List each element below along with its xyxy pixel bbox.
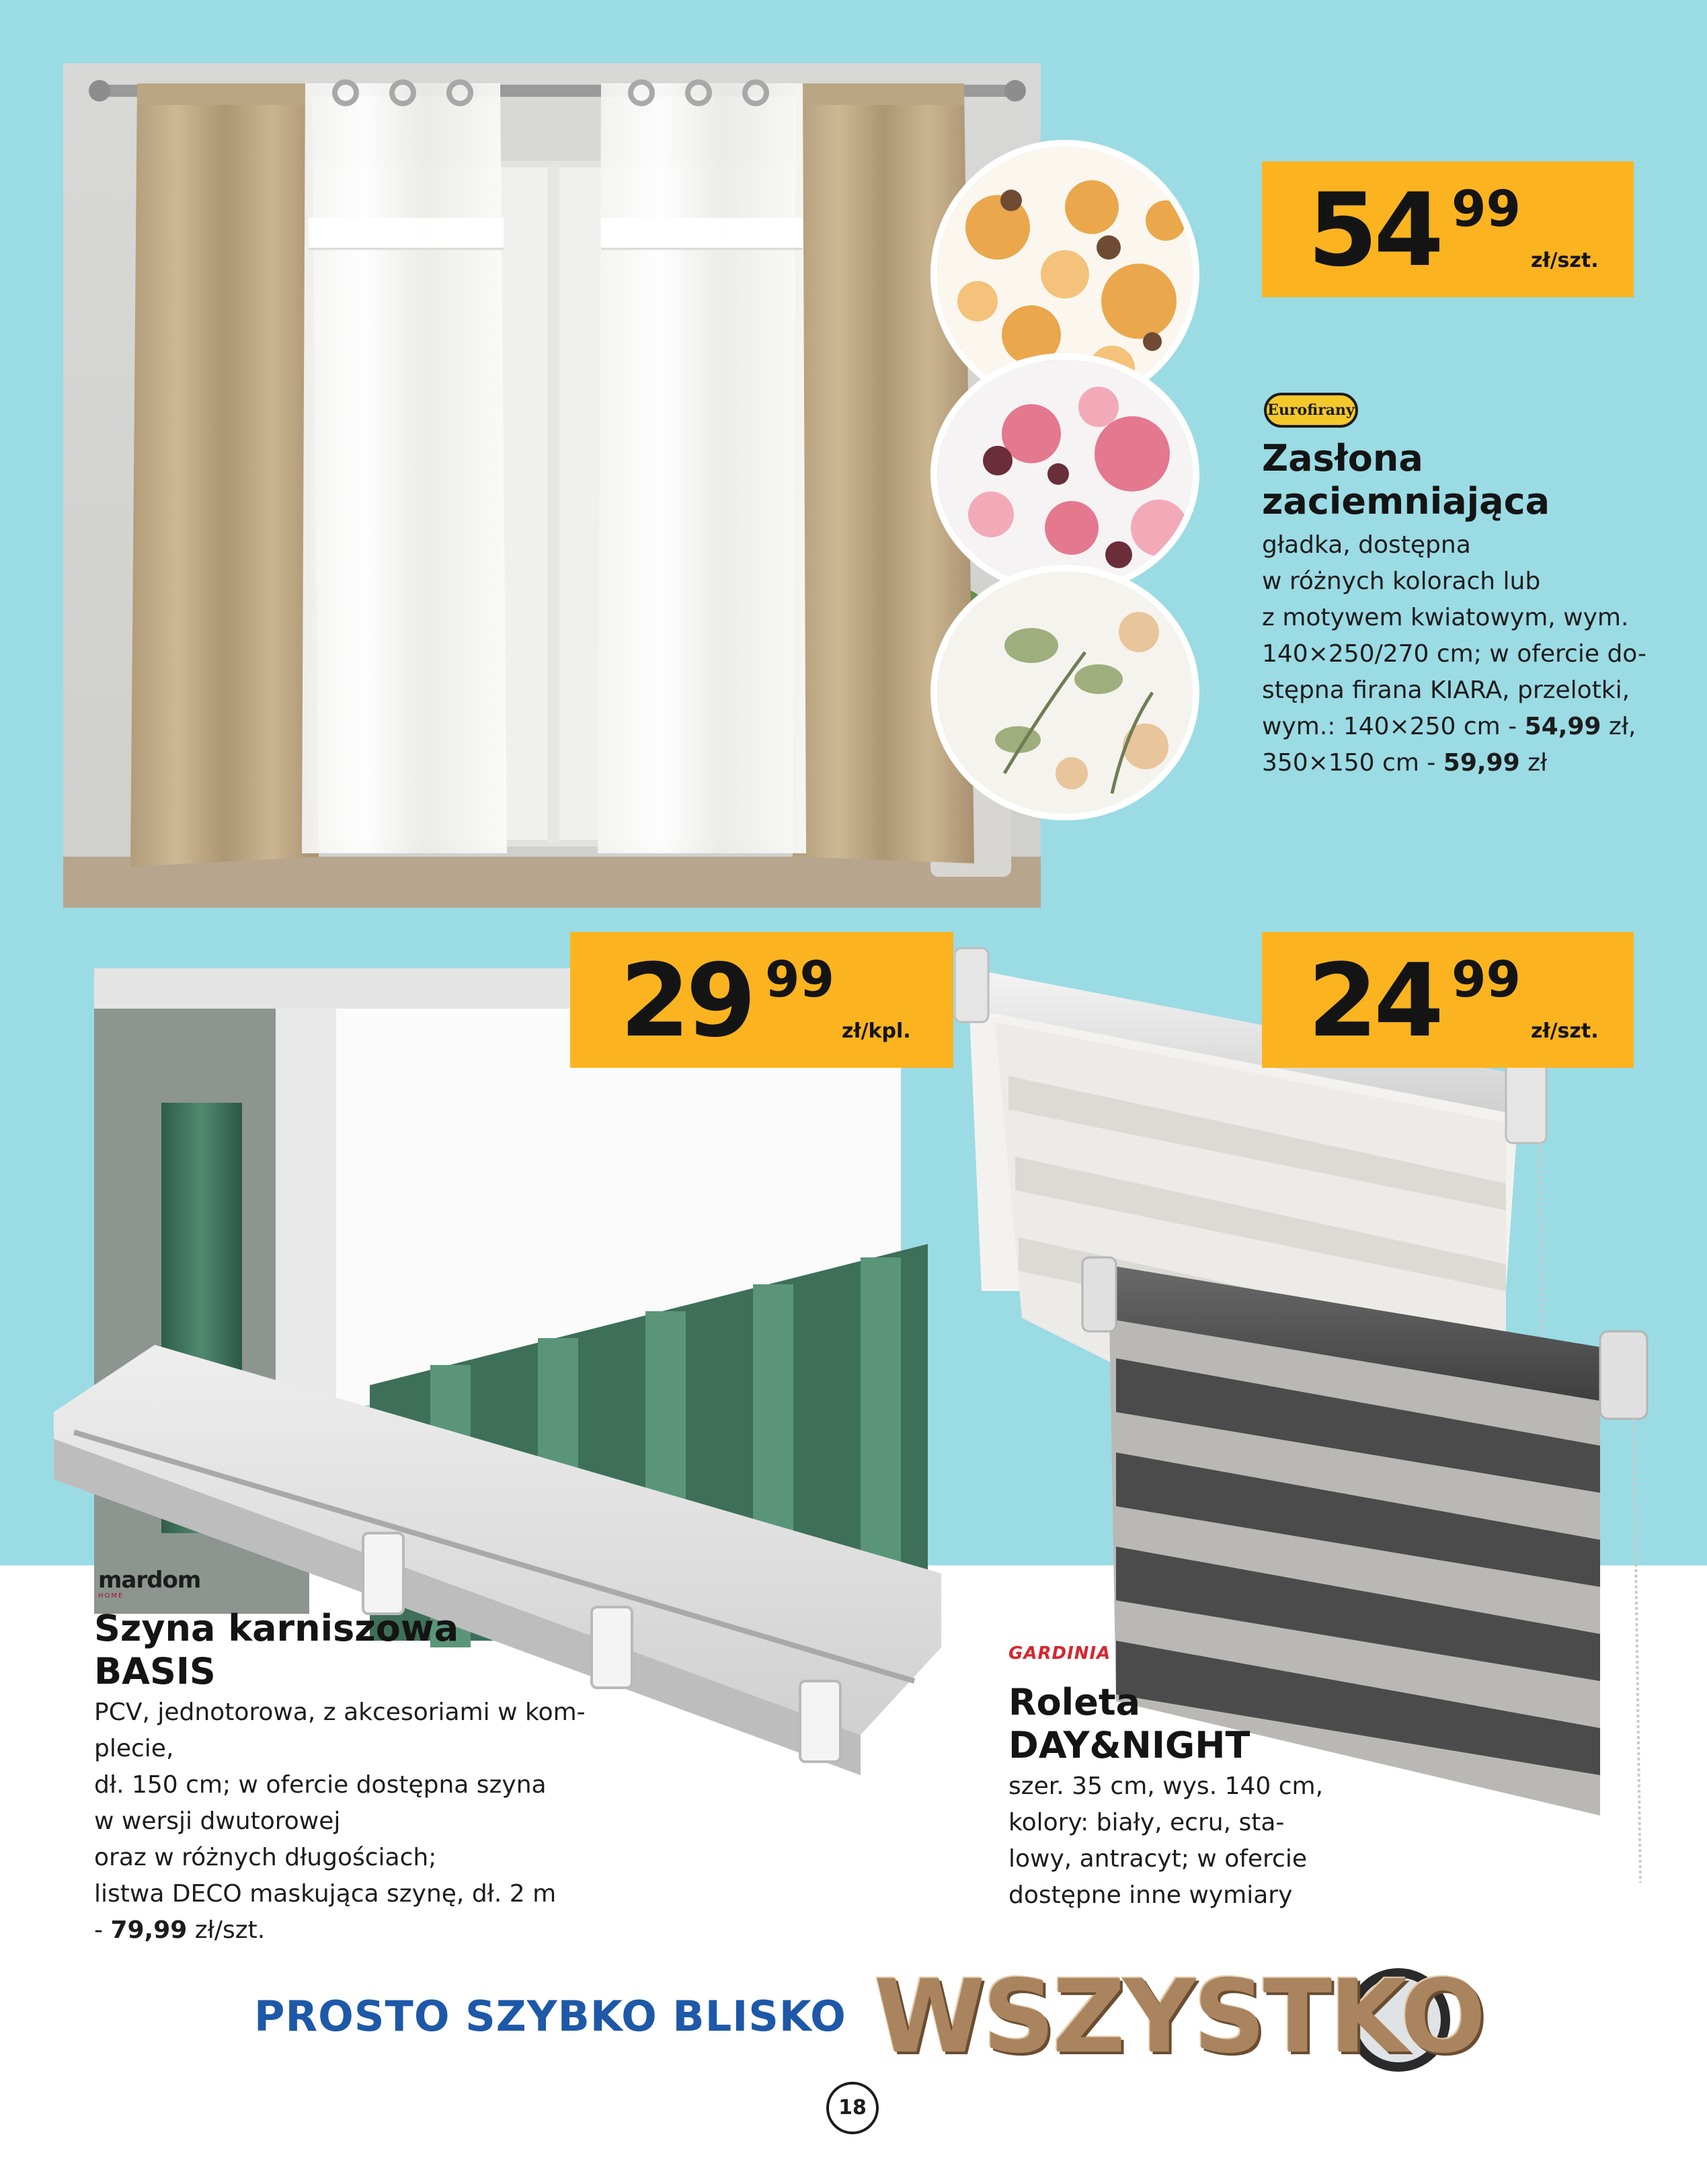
brand-logo-gardinia bbox=[1008, 1643, 1111, 1664]
desc-text: 350×150 cm - bbox=[1262, 749, 1443, 777]
desc-line: gładka, dostępna bbox=[1262, 531, 1471, 559]
desc-line: stępna firana KIARA, przelotki, bbox=[1262, 676, 1630, 704]
wszystko-logo-text: WSZYSTKO bbox=[874, 1959, 1484, 2076]
curtain-photo bbox=[63, 63, 1041, 908]
brand-sub: HOME bbox=[98, 1592, 124, 1600]
desc-line: plecie, bbox=[94, 1735, 174, 1762]
desc-line: kolory: biały, ecru, sta- bbox=[1008, 1809, 1285, 1836]
desc-line: w wersji dwutorowej bbox=[94, 1807, 341, 1835]
product-title-line2: DAY&NIGHT bbox=[1008, 1724, 1251, 1766]
desc-text: wym.: 140×250 cm - bbox=[1262, 713, 1525, 740]
desc-line: dł. 150 cm; w ofercie dostępna szyna bbox=[94, 1771, 547, 1799]
product-title-line2: BASIS bbox=[94, 1650, 216, 1692]
footer-slogan: PROSTO SZYBKO BLISKO bbox=[254, 1992, 846, 2041]
fabric-swatch-green bbox=[930, 565, 1199, 820]
product-info-zaslona bbox=[1262, 437, 1692, 781]
price-cents: 99 bbox=[1452, 180, 1521, 238]
desc-line-price bbox=[1262, 745, 1692, 781]
product-info-szyna bbox=[94, 1607, 605, 1949]
desc-line: dostępne inne wymiary bbox=[1008, 1881, 1293, 1909]
price-main: 24 bbox=[1308, 943, 1440, 1060]
desc-line: w różnych kolorach lub bbox=[1262, 568, 1541, 595]
price-cents: 99 bbox=[765, 951, 834, 1009]
product-title-line2: zaciemniająca bbox=[1262, 480, 1550, 522]
page-number: 18 bbox=[826, 2082, 879, 2134]
desc-line-price bbox=[94, 1912, 605, 1949]
price-unit: zł/kpl. bbox=[842, 1019, 911, 1043]
price-cents: 99 bbox=[1452, 951, 1521, 1009]
wszystko-logo bbox=[874, 1955, 1484, 2076]
fabric-swatch-pink bbox=[930, 353, 1199, 595]
price-badge-roleta bbox=[1262, 932, 1634, 1068]
desc-price: 59,99 bbox=[1443, 749, 1520, 777]
desc-line: z motywem kwiatowym, wym. bbox=[1262, 604, 1629, 631]
desc-price: 54,99 bbox=[1524, 713, 1601, 740]
brand-name: GARDINIA bbox=[1008, 1643, 1111, 1664]
price-badge-zaslona bbox=[1262, 161, 1634, 297]
desc-text: zł bbox=[1519, 749, 1548, 777]
price-badge-szyna bbox=[570, 932, 953, 1068]
desc-line: lowy, antracyt; w ofercie bbox=[1008, 1845, 1307, 1873]
brand-name: Eurofirany bbox=[1267, 401, 1355, 419]
product-title-line1: Szyna karniszowa bbox=[94, 1607, 459, 1649]
product-description bbox=[1008, 1768, 1425, 1914]
desc-price: 79,99 bbox=[110, 1916, 188, 1944]
desc-line-price bbox=[1262, 709, 1692, 745]
desc-text: zł, bbox=[1601, 713, 1636, 740]
product-description bbox=[94, 1694, 605, 1949]
price-unit: zł/szt. bbox=[1531, 1019, 1599, 1043]
price-main: 54 bbox=[1308, 172, 1440, 289]
desc-line: PCV, jednotorowa, z akcesoriami w kom- bbox=[94, 1699, 586, 1726]
desc-line: 140×250/270 cm; w ofercie do- bbox=[1262, 640, 1646, 668]
desc-line: oraz w różnych długościach; bbox=[94, 1844, 437, 1871]
desc-line: listwa DECO maskująca szynę, dł. 2 m bbox=[94, 1880, 557, 1908]
brand-logo-mardom bbox=[98, 1567, 199, 1600]
price-unit: zł/szt. bbox=[1531, 249, 1599, 272]
desc-line: szer. 35 cm, wys. 140 cm, bbox=[1008, 1772, 1324, 1800]
desc-text: zł/szt. bbox=[187, 1916, 266, 1944]
product-description bbox=[1262, 527, 1692, 781]
product-title-line1: Zasłona bbox=[1262, 437, 1423, 479]
desc-text: - bbox=[94, 1916, 111, 1944]
brand-logo-eurofirany bbox=[1264, 393, 1358, 428]
price-main: 29 bbox=[620, 943, 752, 1060]
brand-name: mardom bbox=[98, 1567, 201, 1594]
product-info-roleta bbox=[1008, 1681, 1425, 1914]
product-title-line1: Roleta bbox=[1008, 1681, 1141, 1723]
